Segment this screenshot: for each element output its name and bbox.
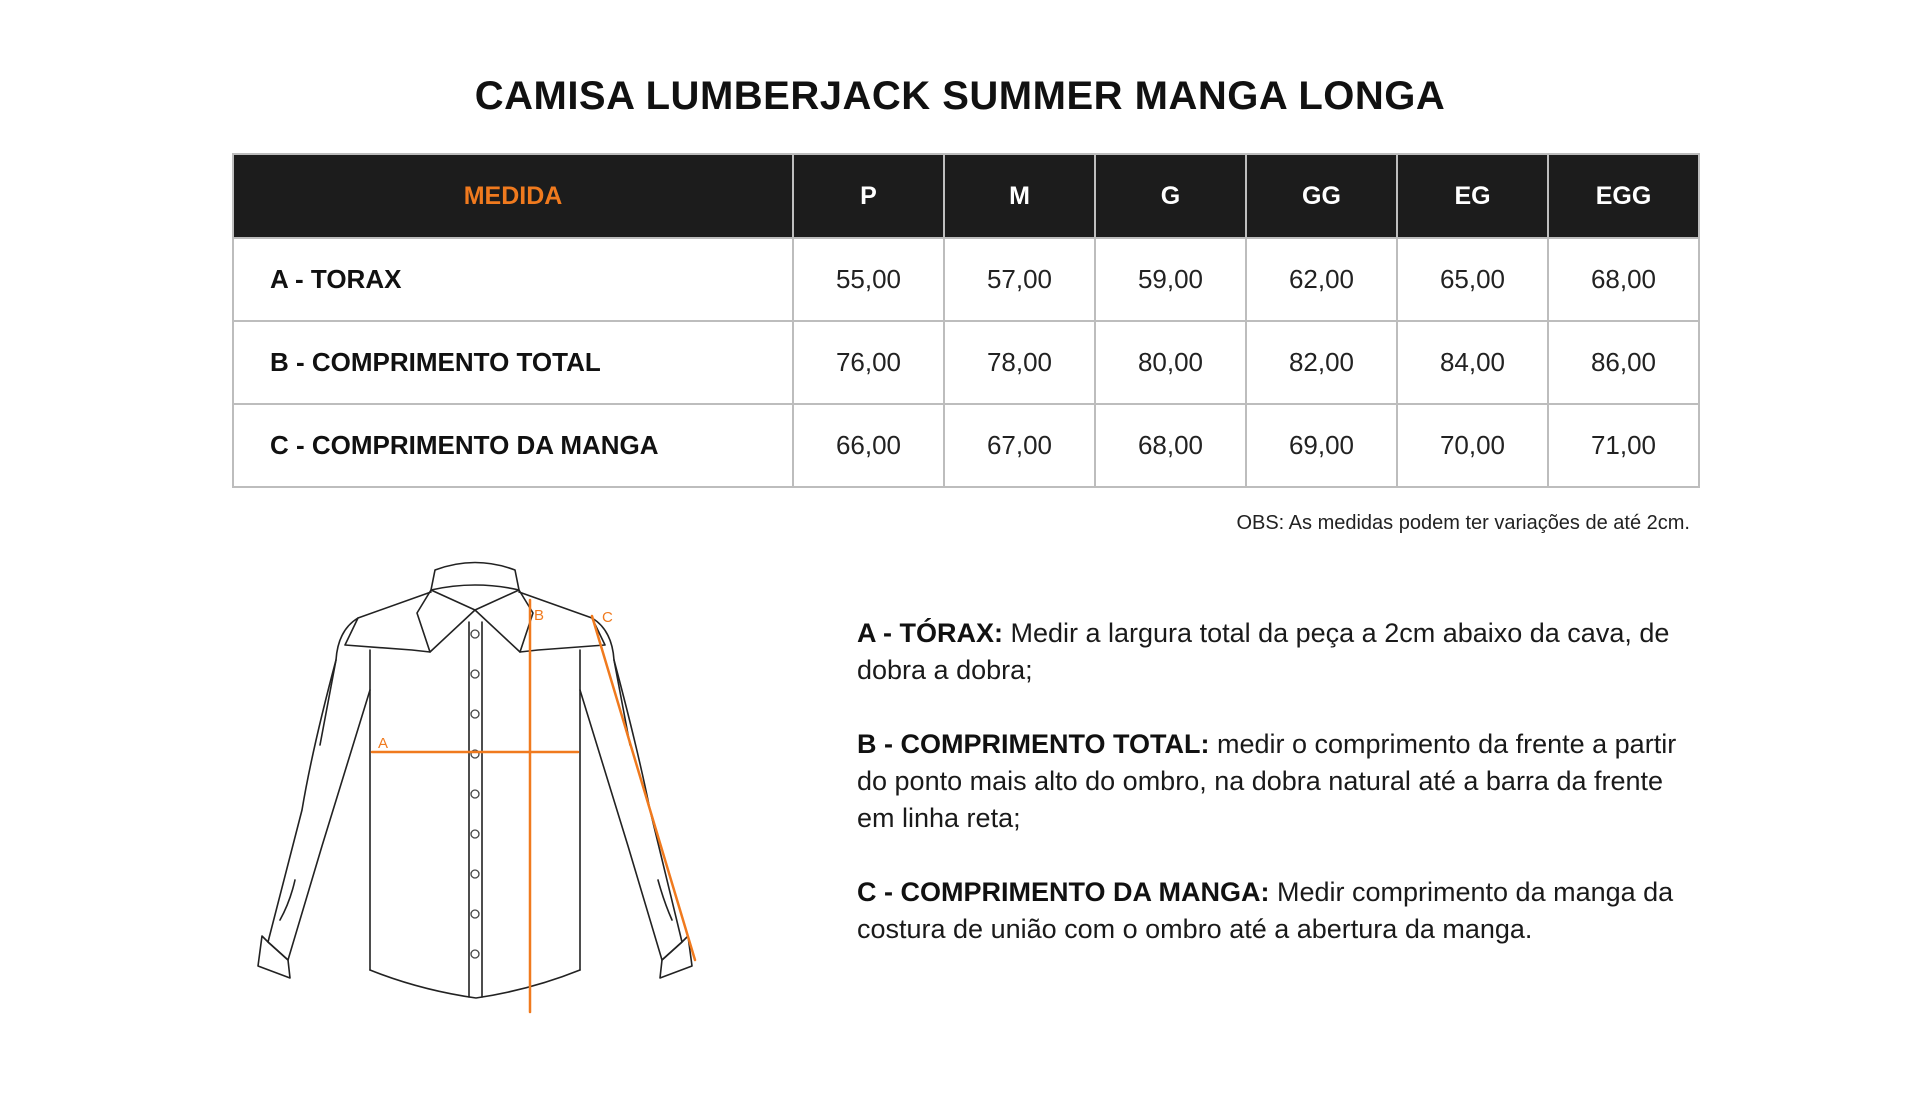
description-term: A - TÓRAX:: [857, 618, 1003, 648]
table-cell: 71,00: [1548, 404, 1699, 487]
table-cell: 86,00: [1548, 321, 1699, 404]
description-item-torax: [857, 615, 1707, 689]
table-cell: 84,00: [1397, 321, 1548, 404]
description-text: Medir comprimento da manga da costura de união com o ombro até a abertura da manga.: [857, 877, 1674, 944]
table-cell: 59,00: [1095, 238, 1246, 321]
row-label: A - TORAX: [233, 238, 793, 321]
description-term: B - COMPRIMENTO TOTAL:: [857, 729, 1210, 759]
table-cell: 82,00: [1246, 321, 1397, 404]
table-row: [233, 321, 1699, 404]
table-cell: 80,00: [1095, 321, 1246, 404]
size-table: [232, 153, 1700, 488]
description-term: C - COMPRIMENTO DA MANGA:: [857, 877, 1270, 907]
table-cell: 69,00: [1246, 404, 1397, 487]
column-header-size: G: [1095, 154, 1246, 238]
table-cell: 70,00: [1397, 404, 1548, 487]
description-item-comprimento-manga: [857, 874, 1707, 948]
page-title: CAMISA LUMBERJACK SUMMER MANGA LONGA: [474, 74, 1446, 118]
description-text: medir o comprimento da frente a partir do ponto mais alto do ombro, na dobra natural até a barra da frente em linha reta;: [857, 729, 1677, 833]
row-label: B - COMPRIMENTO TOTAL: [233, 321, 793, 404]
description-item-comprimento-total: [857, 726, 1707, 837]
table-header-row: [233, 154, 1699, 238]
measure-label-b: B: [534, 607, 545, 624]
shirt-icon: [240, 550, 720, 1020]
table-cell: 76,00: [793, 321, 944, 404]
table-cell: 68,00: [1548, 238, 1699, 321]
table-cell: 66,00: [793, 404, 944, 487]
table-cell: 65,00: [1397, 238, 1548, 321]
table-row: [233, 404, 1699, 487]
column-header-medida: MEDIDA: [233, 154, 793, 238]
row-label: C - COMPRIMENTO DA MANGA: [233, 404, 793, 487]
column-header-size: P: [793, 154, 944, 238]
measurement-note: OBS: As medidas podem ter variações de até 2cm.: [1236, 512, 1690, 534]
column-header-size: EGG: [1548, 154, 1699, 238]
column-header-size: M: [944, 154, 1095, 238]
column-header-size: GG: [1246, 154, 1397, 238]
table-cell: 68,00: [1095, 404, 1246, 487]
description-text: Medir a largura total da peça a 2cm abaixo da cava, de dobra a dobra;: [857, 618, 1670, 685]
table-row: [233, 238, 1699, 321]
measure-label-c: C: [602, 609, 613, 626]
measurement-descriptions: [857, 615, 1707, 985]
table-cell: 57,00: [944, 238, 1095, 321]
table-cell: 62,00: [1246, 238, 1397, 321]
table-cell: 67,00: [944, 404, 1095, 487]
measure-line-c: [592, 616, 695, 960]
column-header-size: EG: [1397, 154, 1548, 238]
table-cell: 78,00: [944, 321, 1095, 404]
table-cell: 55,00: [793, 238, 944, 321]
measure-label-a: A: [378, 735, 389, 752]
